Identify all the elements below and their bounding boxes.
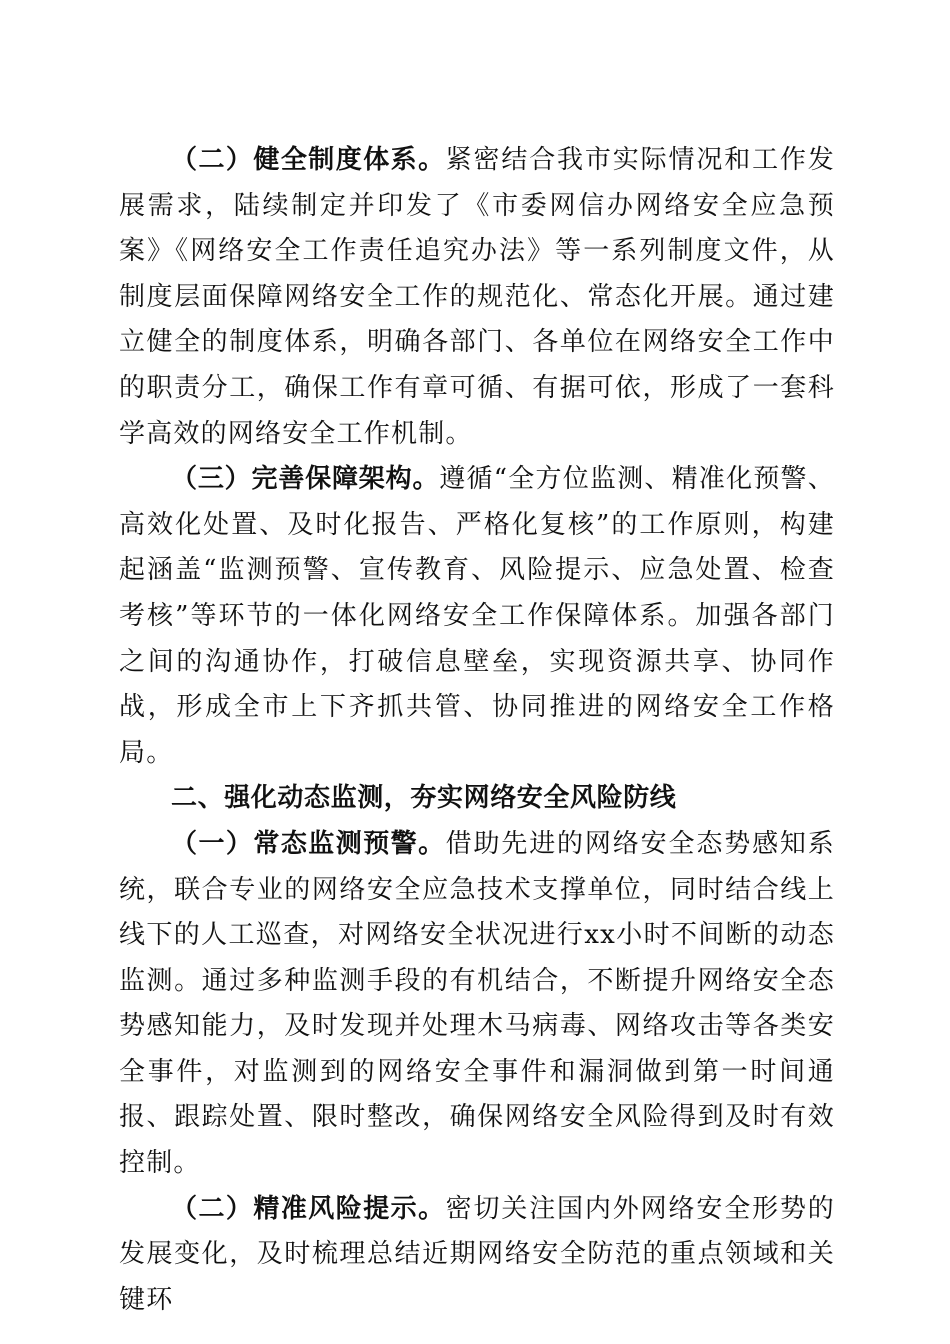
paragraph-system-building — [119, 138, 835, 457]
paragraph-text: 紧密结合我市实际情况和工作发展需求，陆续制定并印发了《市委网信办网络安全应急预案》《网络安全工作责任追究办法》等一系列制度文件，从制度层面保障网络安全工作的规范化、常态化开展。通过建立健全的制度体系，明确各部门、各单位在网络安全工作中的职责分工，确保工作有章可循、有据可依，形成了一套科学高效的网络安全工作机制。 — [119, 145, 835, 449]
paragraph-text: 密切关注国内外网络安全形势的发展变化，及时梳理总结近期网络安全防范的重点领域和关键环 — [119, 1193, 835, 1315]
paragraph-text: 借助先进的网络安全态势感知系统，联合专业的网络安全应急技术支撑单位，同时结合线上线下的人工巡查，对网络安全状况进行xx小时不间断的动态监测。通过多种监测手段的有机结合，不断提升网络安全态势感知能力，及时发现并处理木马病毒、网络攻击等各类安全事件，对监测到的网络安全事件和漏洞做到第一时间通报、跟踪处置、限时整改，确保网络安全风险得到及时有效控制。 — [119, 828, 835, 1179]
paragraph-lead: （一）常态监测预警。 — [171, 828, 446, 859]
paragraph-monitoring — [119, 822, 835, 1187]
paragraph-lead: （三）完善保障架构。 — [171, 464, 440, 495]
paragraph-risk-alert — [119, 1187, 835, 1324]
paragraph-lead: （二）健全制度体系。 — [171, 145, 446, 175]
paragraph-support-framework — [119, 457, 835, 776]
paragraph-text: 遵循“全方位监测、精准化预警、高效化处置、及时化报告、严格化复核”的工作原则，构建起涵盖“监测预警、宣传教育、风险提示、应急处置、检查考核”等环节的一体化网络安全工作保障体系。加强各部门之间的沟通协作，打破信息壁垒，实现资源共享、协同作战，形成全市上下齐抓共管、协同推进的网络安全工作格局。 — [119, 464, 835, 768]
paragraph-lead: （二）精准风险提示。 — [171, 1193, 446, 1224]
document-page — [119, 138, 835, 1323]
section-heading: 二、强化动态监测，夯实网络安全风险防线 — [171, 783, 677, 814]
